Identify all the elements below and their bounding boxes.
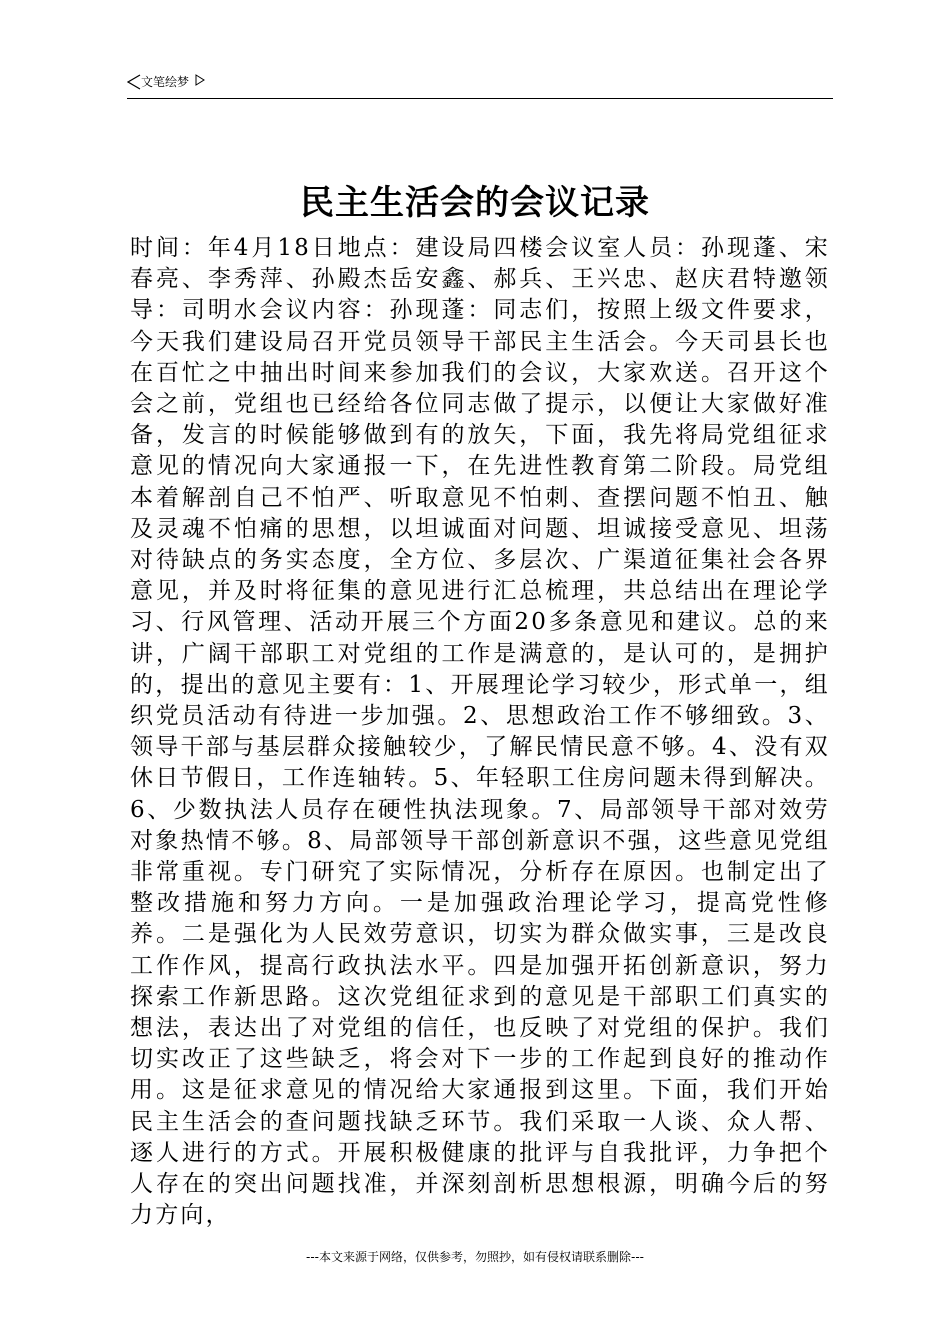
brand	[127, 74, 205, 90]
document-title: 民主生活会的会议记录	[300, 183, 650, 223]
triangle-right-icon	[195, 74, 205, 86]
triangle-left-icon	[127, 74, 141, 90]
page-footer: ---本文来源于网络，仅供参考，勿照抄，如有侵权请联系删除---	[306, 1250, 644, 1264]
brand-label: 文笔绘梦	[141, 75, 190, 89]
document-body: 时间：年4月18日地点：建设局四楼会议室人员：孙现蓬、宋春亮、李秀萍、孙殿杰岳安鑫、郝兵、王兴忠、赵庆君特邀领导：司明水会议内容：孙现蓬：同志们，按照上级文件要求，今天我们建设局召开党员领导干部民主生活会。今天司县长也在百忙之中抽出时间来参加我们的会议，大家欢送。召开这个会之前，党组也已经给各位同志做了提示，以便让大家做好准备，发言的时候能够做到有的放矢，下面，我先将局党组征求意见的情况向大家通报一下，在先进性教育第二阶段。局党组本着解剖自己不怕严、听取意见不怕刺、查摆问题不怕丑、触及灵魂不怕痛的思想，以坦诚面对问题、坦诚接受意见、坦荡对待缺点的务实态度，全方位、多层次、广渠道征集社会各界意见，并及时将征集的意见进行汇总梳理，共总结出在理论学习、行风管理、活动开展三个方面20多条意见和建议。总的来讲，广阔干部职工对党组的工作是满意的，是认可的，是拥护的，提出的意见主要有：1、开展理论学习较少，形式单一，组织党员活动有待进一步加强。2、思想政治工作不够细致。3、领导干部与基层群众接触较少，了解民情民意不够。4、没有双休日节假日，工作连轴转。5、年轻职工住房问题未得到解决。6、少数执法人员存在硬性执法现象。7、局部领导干部对效劳对象热情不够。8、局部领导干部创新意识不强，这些意见党组非常重视。专门研究了实际情况，分析存在原因。也制定出了整改措施和努力方向。一是加强政治理论学习，提高党性修养。二是强化为人民效劳意识，切实为群众做实事，三是改良工作作风，提高行政执法水平。四是加强开拓创新意识，努力探索工作新思路。这次党组征求到的意见是干部职工们真实的想法，表达出了对党组的信任，也反映了对党组的保护。我们切实改正了这些缺乏，将会对下一步的工作起到良好的推动作用。这是征求意见的情况给大家通报到这里。下面，我们开始民主生活会的查问题找缺乏环节。我们采取一人谈、众人帮、逐人进行的方式。开展积极健康的批评与自我批评，力争把个人存在的突出问题找准，并深刻剖析思想根源，明确今后的努力方向，	[130, 235, 830, 1229]
page-header	[127, 74, 833, 99]
